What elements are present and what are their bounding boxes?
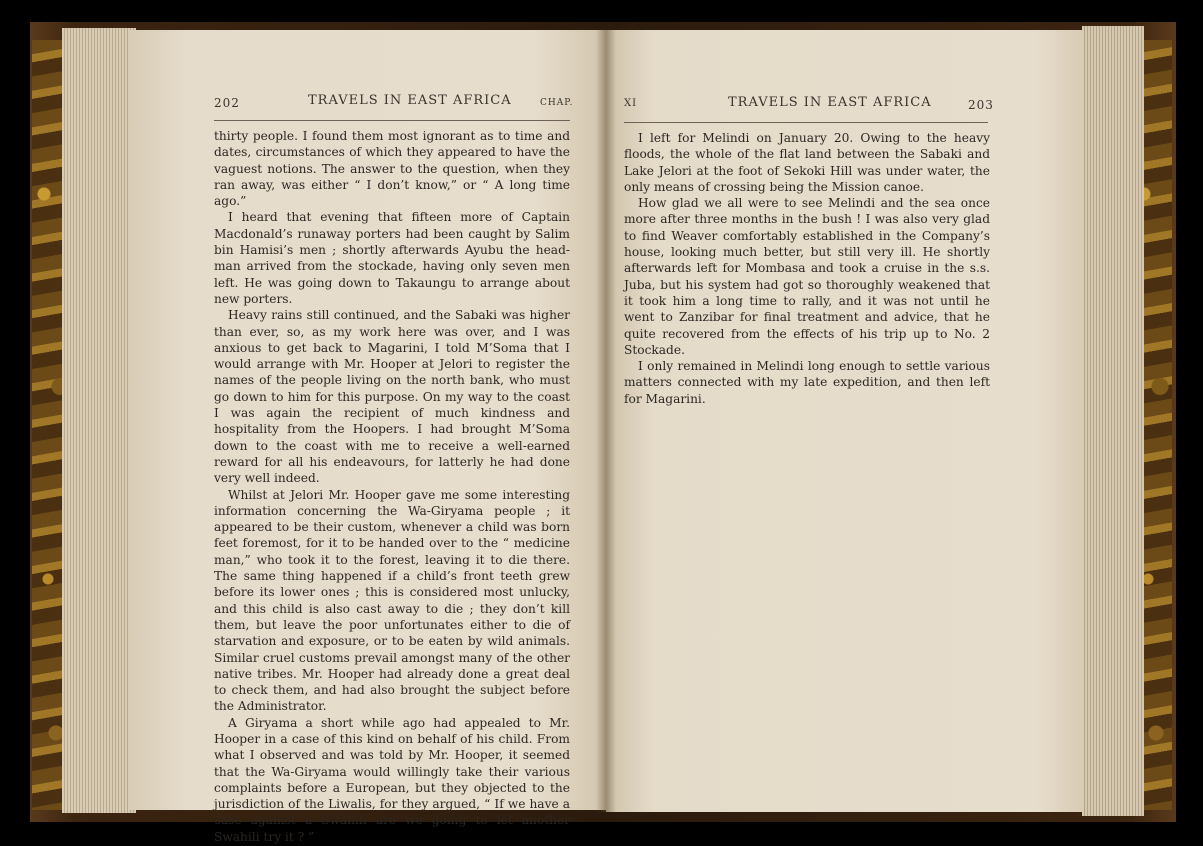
right-paragraph-2: How glad we all were to see Melindi and the sea once more after three months in the bush ! I was also very glad to find Weaver comfortably established in the Company’s house, looking much better, but still very ill. He shortly afterwards left for Mombasa and took a cruise in the s.s. Juba, but his system had got so thoroughly weakened that it took him a long time to rally, and it was not until he went to Zanzibar for final treatment and advice, that he quite recovered from the effects of his trip up to No. 2 Stockade. xyxy=(624,196,990,357)
left-paragraph-1: thirty people. I found them most ignorant as to time and dates, circumstances of which they appeared to have the vaguest notions. The answer to the question, when they ran away, was either “ I don’t know,” or “ A long time ago.” xyxy=(214,129,570,209)
page-edges-right xyxy=(1082,26,1144,816)
right-page-number: 203 xyxy=(968,98,994,112)
book-gutter xyxy=(596,30,616,812)
right-paragraph-3: I only remained in Melindi long enough to settle various matters connected with my late expedition, and then left for Magarini. xyxy=(624,359,990,406)
page-edges-left xyxy=(62,28,136,813)
left-paragraph-4: Whilst at Jelori Mr. Hooper gave me some interesting information concerning the Wa-Giryama people ; it appeared to be their custom, whenever a child was born feet foremost, for it to be handed over to the “ medicine man,” who took it to the forest, leaving it to die there. The same thing happened if a child’s front teeth grew before its lower ones ; this is considered most unlucky, and this child is also cast away to die ; they don’t kill them, but leave the poor unfortunates either to die of starvation and exposure, or to be eaten by wild animals. Similar cruel customs prevail amongst many of the other native tribes. Mr. Hooper had already done a great deal to check them, and had also brought the subject before the Administrator. xyxy=(214,487,570,714)
left-header-rule xyxy=(214,120,570,121)
left-chapter-label: CHAP. xyxy=(540,98,574,108)
left-running-head: TRAVELS IN EAST AFRICA xyxy=(308,93,512,108)
left-paragraph-2: I heard that evening that fifteen more of Captain Macdonald’s runaway porters had been caught by Salim bin Hamisi’s men ; shortly afterwards Ayubu the head-man arrived from the stockade, having only seven men left. He was going down to Takaungu to arrange about new porters. xyxy=(214,210,570,306)
left-paragraph-3: Heavy rains still continued, and the Sabaki was higher than ever, so, as my work here was over, and I was anxious to get back to Magarini, I told M’Soma that I would arrange with Mr. Hooper at Jelori to register the names of the people living on the north bank, who must go down to him for this purpose. On my way to the coast I was again the recipient of much kindness and hospitality from the Hoopers. I had brought M’Soma down to the coast with me to receive a well-earned reward for all his endeavours, for latterly he had done very well indeed. xyxy=(214,308,570,486)
left-page-number: 202 xyxy=(214,96,240,110)
right-page-text xyxy=(624,130,990,407)
right-running-head: TRAVELS IN EAST AFRICA xyxy=(728,95,932,110)
left-page-text xyxy=(214,128,570,845)
left-paragraph-5: A Giryama a short while ago had appealed to Mr. Hooper in a case of this kind on behalf of his child. From what I observed and was told by Mr. Hooper, it seemed that the Wa-Giryama would willingly take their various complaints before a European, but they objected to the jurisdiction of the Liwalis, for they argued, “ If we have a case against a Swahili are we going to let another Swahili try it ? ” xyxy=(214,715,570,844)
right-paragraph-1: I left for Melindi on January 20. Owing to the heavy floods, the whole of the flat land between the Sabaki and Lake Jelori at the foot of Sekoki Hill was under water, the only means of crossing being the Mission canoe. xyxy=(624,131,990,194)
right-chapter-label: XI xyxy=(624,98,638,109)
right-header-rule xyxy=(624,122,988,123)
